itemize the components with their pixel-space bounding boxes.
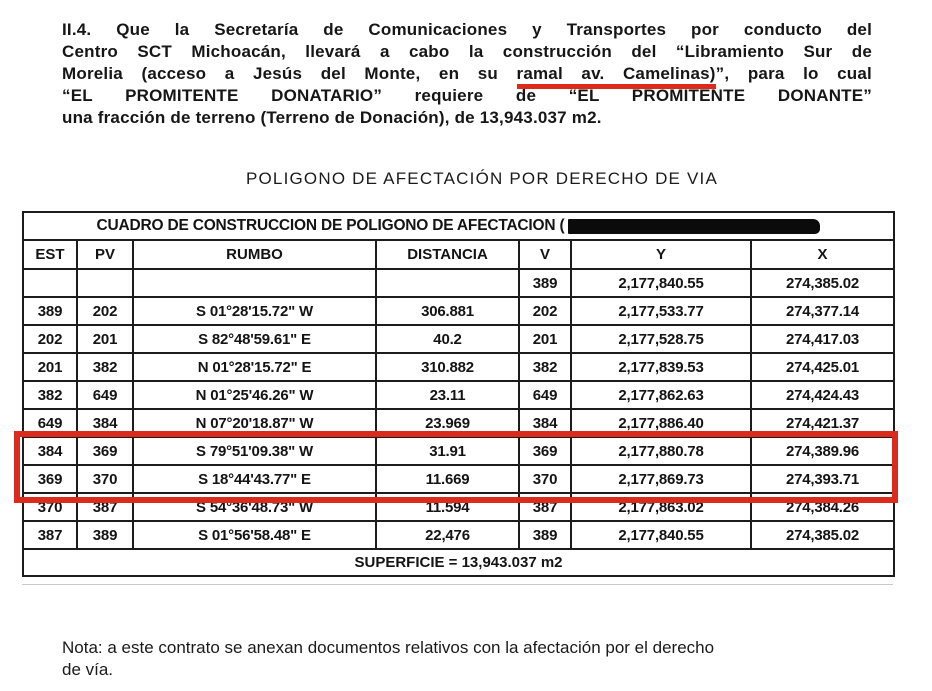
paragraph-line-5: [62, 107, 872, 129]
table-title-row: [23, 212, 894, 240]
table-cell: 649: [519, 381, 571, 409]
clause-ii4-paragraph: [62, 19, 872, 129]
table-cell: 274,393.71: [751, 465, 894, 493]
table-cell: S 82°48'59.61" E: [133, 325, 376, 353]
table-cell: S 18°44'43.77" E: [133, 465, 376, 493]
table-cell: 274,389.96: [751, 437, 894, 465]
table-cell: 382: [77, 353, 133, 381]
table-cell: S 01°28'15.72" W: [133, 297, 376, 325]
table-row: [23, 325, 894, 353]
paragraph-line-2: [62, 41, 872, 63]
column-header-distancia: DISTANCIA: [376, 240, 519, 269]
table-cell: 382: [519, 353, 571, 381]
table-cell: 23.11: [376, 381, 519, 409]
table-cell: S 54°36'48.73" W: [133, 493, 376, 521]
paragraph-line-3: [62, 63, 872, 85]
table-cell: 22,476: [376, 521, 519, 549]
table-cell: S 79°51'09.38" W: [133, 437, 376, 465]
table-cell: 370: [23, 493, 77, 521]
table-row: [23, 297, 894, 325]
table-cell: 384: [77, 409, 133, 437]
paragraph-text: Morelia (acceso a Jesús del Monte, en su: [62, 64, 517, 83]
table-cell: 2,177,886.40: [571, 409, 751, 437]
table-cell: 2,177,528.75: [571, 325, 751, 353]
footnote-line-1: Nota: a este contrato se anexan documentos relativos con la afectación por el derecho: [62, 638, 715, 657]
table-cell: 2,177,840.55: [571, 269, 751, 297]
superficie-total: SUPERFICIE = 13,943.037 m2: [23, 549, 894, 576]
table-cell: 306.881: [376, 297, 519, 325]
column-header-pv: PV: [77, 240, 133, 269]
table-cell: 2,177,880.78: [571, 437, 751, 465]
table-cell: 389: [519, 521, 571, 549]
paragraph-text: ”, para lo cual: [715, 64, 872, 83]
table-cell: 370: [519, 465, 571, 493]
table-cell: 274,417.03: [751, 325, 894, 353]
table-header-row: [23, 240, 894, 269]
column-header-rumbo: RUMBO: [133, 240, 376, 269]
table-cell: 310.882: [376, 353, 519, 381]
column-header-y: Y: [571, 240, 751, 269]
column-header-v: V: [519, 240, 571, 269]
paragraph-text: II.4. Que la Secretaría de Comunicaciones y Transportes por conducto del: [62, 20, 872, 39]
paragraph-line-1: [62, 19, 872, 41]
red-underline-annotation: ramal av. Camelinas): [517, 64, 716, 89]
table-cell: 2,177,533.77: [571, 297, 751, 325]
affectation-polygon-table: [22, 211, 895, 577]
table-cell: 2,177,869.73: [571, 465, 751, 493]
table-footer-row: [23, 549, 894, 576]
table-cell: N 01°25'46.26" W: [133, 381, 376, 409]
table-cell: 387: [23, 521, 77, 549]
table-cell: 649: [23, 409, 77, 437]
table-cell: 202: [519, 297, 571, 325]
table-cell: 382: [23, 381, 77, 409]
section-title: POLIGONO DE AFECTACIÓN POR DERECHO DE VIA: [245, 169, 719, 188]
table-cell: 370: [77, 465, 133, 493]
table-cell: 11.669: [376, 465, 519, 493]
table-cell: 387: [519, 493, 571, 521]
paragraph-text: “EL PROMITENTE DONATARIO” requiere de “EL PROMITENTE DONANTE”: [62, 86, 872, 105]
table-cell: 274,424.43: [751, 381, 894, 409]
table-cell: 11.594: [376, 493, 519, 521]
table-cell: 649: [77, 381, 133, 409]
table-cell: 201: [77, 325, 133, 353]
table-cell: 369: [23, 465, 77, 493]
table-cell: S 01°56'58.48" E: [133, 521, 376, 549]
table-cell: 274,384.26: [751, 493, 894, 521]
table-row: [23, 521, 894, 549]
table-cell: 389: [23, 297, 77, 325]
table-cell: N 01°28'15.72" E: [133, 353, 376, 381]
table-cell: 387: [77, 493, 133, 521]
table-cell: 2,177,839.53: [571, 353, 751, 381]
table-cell: 40.2: [376, 325, 519, 353]
table-row: [23, 465, 894, 493]
table-cell: 202: [23, 325, 77, 353]
table-body: [23, 269, 894, 549]
paragraph-text: una fracción de terreno (Terreno de Donación), de 13,943.037 m2.: [62, 108, 602, 127]
table-cell: 201: [23, 353, 77, 381]
table-row: [23, 437, 894, 465]
table-title-text: CUADRO DE CONSTRUCCION DE POLIGONO DE AFECTACION (: [96, 217, 565, 234]
paragraph-text: Centro SCT Michoacán, llevará a cabo la construcción del “Libramiento Sur de: [62, 42, 872, 61]
table-cell: 274,385.02: [751, 521, 894, 549]
table-cell: 2,177,863.02: [571, 493, 751, 521]
table-cell: 274,377.14: [751, 297, 894, 325]
table-row: [23, 381, 894, 409]
table-cell: [133, 269, 376, 297]
table-cell: N 07°20'18.87" W: [133, 409, 376, 437]
scan-artifact-line: [22, 584, 893, 585]
table-cell: 274,425.01: [751, 353, 894, 381]
table-cell: [376, 269, 519, 297]
table-row: [23, 353, 894, 381]
table-cell: 274,385.02: [751, 269, 894, 297]
table-cell: [23, 269, 77, 297]
table-cell: 201: [519, 325, 571, 353]
table-cell: 202: [77, 297, 133, 325]
redaction-bar: [568, 219, 820, 234]
table-row: [23, 269, 894, 297]
table-row: [23, 409, 894, 437]
footnote-line-2: de vía.: [62, 660, 114, 679]
table-cell: 369: [519, 437, 571, 465]
table-row: [23, 493, 894, 521]
footnote: [62, 637, 862, 681]
table-cell: 384: [519, 409, 571, 437]
column-header-est: EST: [23, 240, 77, 269]
table-cell: 389: [519, 269, 571, 297]
table-cell: 31.91: [376, 437, 519, 465]
table-cell: 23.969: [376, 409, 519, 437]
column-header-x: X: [751, 240, 894, 269]
table-cell: [77, 269, 133, 297]
table-cell: 2,177,862.63: [571, 381, 751, 409]
table-cell: 369: [77, 437, 133, 465]
table-cell: 389: [77, 521, 133, 549]
table-cell: 274,421.37: [751, 409, 894, 437]
table-cell: 2,177,840.55: [571, 521, 751, 549]
table-cell: 384: [23, 437, 77, 465]
paragraph-line-4: [62, 85, 872, 107]
